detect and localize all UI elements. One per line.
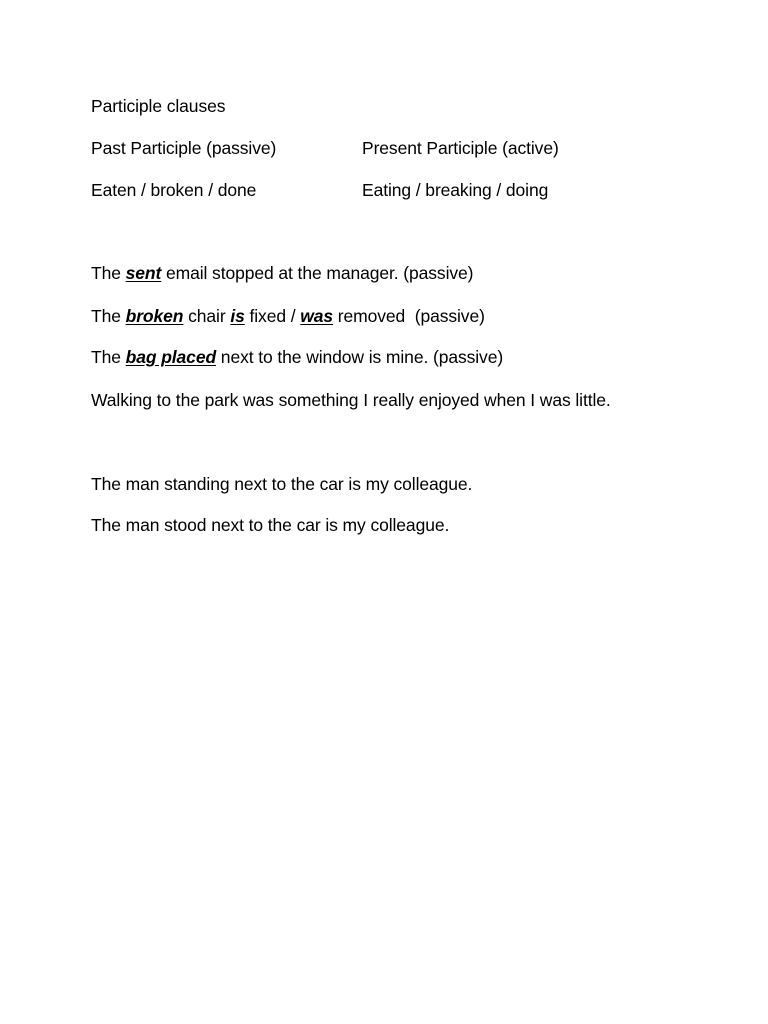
emphasized-word: bag placed	[125, 347, 217, 367]
document-title: Participle clauses	[91, 96, 226, 116]
text-run: removed (passive)	[333, 306, 485, 326]
past-participle-examples: Eaten / broken / done	[91, 180, 257, 200]
example-sentence-2	[91, 305, 485, 327]
text-run: The	[91, 347, 126, 367]
text-run: next to the window is mine. (passive)	[216, 347, 504, 367]
example-sentence-1	[91, 262, 473, 284]
emphasized-word: sent	[125, 263, 162, 283]
example-sentence-5: The man standing next to the car is my colleague.	[91, 474, 473, 494]
emphasized-word: was	[300, 306, 334, 326]
text-run: email stopped at the manager. (passive)	[161, 263, 474, 283]
present-participle-header: Present Participle (active)	[362, 138, 559, 158]
text-run: The	[91, 306, 126, 326]
text-run: The	[91, 263, 126, 283]
text-run: fixed /	[244, 306, 301, 326]
example-sentence-6: The man stood next to the car is my colleague.	[91, 515, 450, 535]
text-run: chair	[183, 306, 231, 326]
emphasized-word: broken	[125, 306, 184, 326]
example-sentence-4: Walking to the park was something I really enjoyed when I was little.	[91, 390, 611, 410]
example-sentence-3	[91, 346, 503, 368]
past-participle-header: Past Participle (passive)	[91, 138, 277, 158]
present-participle-examples: Eating / breaking / doing	[362, 180, 549, 200]
emphasized-word: is	[230, 306, 245, 326]
